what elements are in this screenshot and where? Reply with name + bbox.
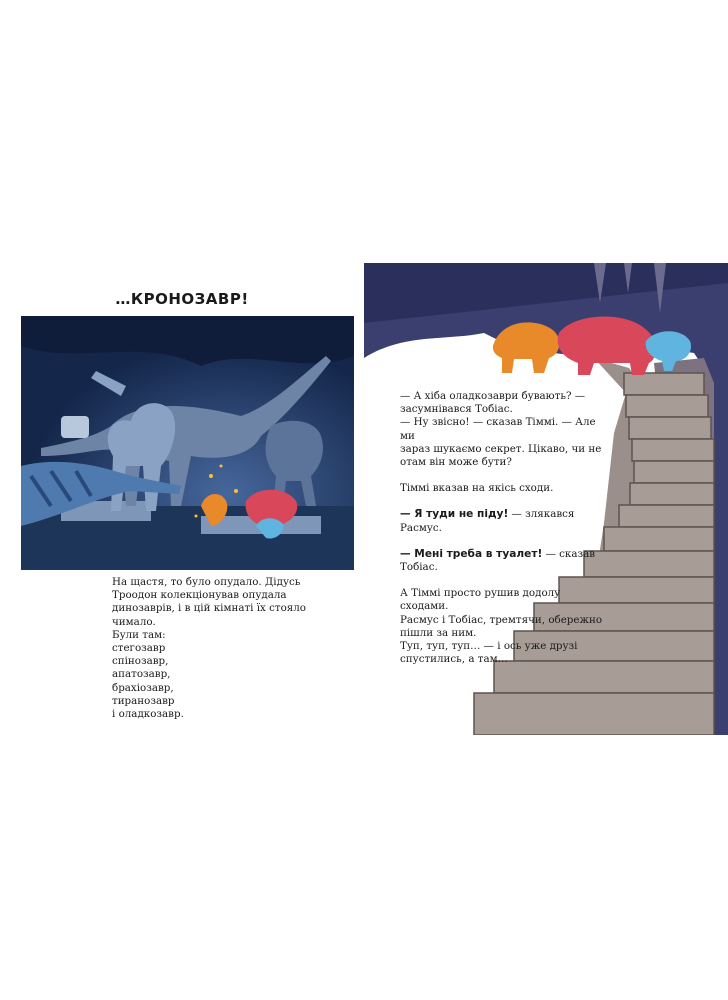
speech-tag: — сказав Тобіас. [400, 547, 596, 574]
left-paragraph: На щастя, то було опудало. Дідусь Троодон колекціонував опудала динозаврів, і в цій кімнаті їх стояло чимало. [112, 576, 307, 628]
right-page [364, 0, 728, 1000]
speech-tag: — злякався Расмус. [400, 508, 575, 534]
list-item: апатозавр, [112, 668, 171, 681]
list-item: брахіозавр, [112, 681, 174, 694]
bold-speech: — Мені треба в туалет! [400, 547, 543, 560]
dialogue-paragraph-2: Тіммі вказав на якісь сходи. [400, 482, 554, 495]
list-item: стегозавр [112, 642, 166, 655]
bold-speech: — Я туди не піду! [400, 508, 509, 521]
dinosaur-list [112, 642, 312, 721]
left-text [112, 576, 312, 721]
museum-illustration [21, 316, 354, 570]
dialogue-paragraph-4 [400, 548, 606, 574]
dialogue-paragraph-1: — А хіба оладкозаври бувають? — засумнівався Тобіас. — Ну звісно! — сказав Тіммі. — Але ми зараз шукаємо секрет. Цікаво, чи не отам він може бути? [400, 390, 602, 469]
list-item: тиранозавр [112, 694, 175, 707]
page-heading: …КРОНОЗАВР! [115, 290, 249, 308]
list-intro: Були там: [112, 628, 166, 641]
list-item: і оладкозавр. [112, 708, 184, 721]
dialogue-paragraph-5: А Тіммі просто рушив додолу сходами. Расмус і Тобіас, тремтячи, обережно пішли за ним. Туп, туп, туп… — і ось уже друзі спустились, а там… [400, 587, 603, 666]
dialogue-paragraph-3 [400, 508, 606, 534]
list-item: спінозавр, [112, 655, 169, 668]
right-text [400, 390, 606, 679]
